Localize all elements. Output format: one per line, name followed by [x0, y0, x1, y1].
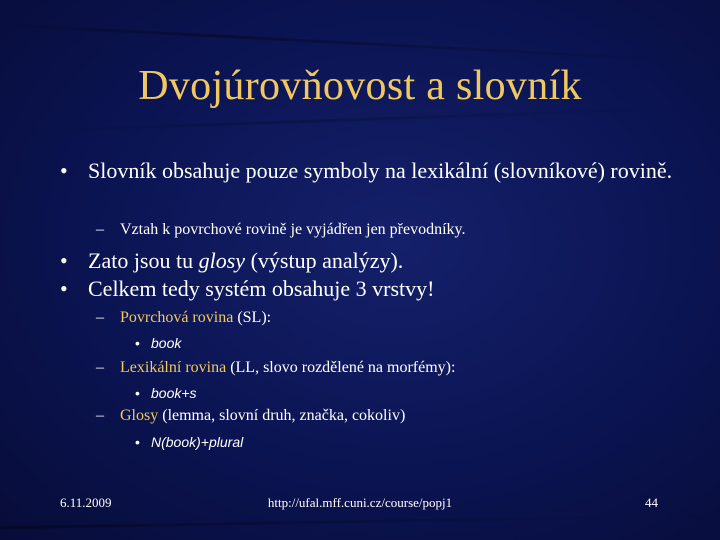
example-text: book — [151, 335, 182, 351]
bullet-icon: • — [60, 158, 68, 183]
layer-item — [96, 358, 456, 378]
layer-example — [135, 433, 244, 451]
example-text: N(book)+plural — [151, 434, 244, 450]
bullet-item — [60, 248, 678, 274]
page-number: 44 — [645, 495, 658, 510]
bullet-icon: • — [60, 248, 68, 273]
background-streak — [0, 514, 720, 530]
footer-url: http://ufal.mff.cuni.cz/course/popj1 — [267, 495, 453, 510]
bullet-item — [60, 276, 678, 302]
layer-name: Glosy — [120, 407, 159, 424]
layer-desc: (lemma, slovní druh, značka, cokoliv) — [158, 407, 406, 424]
background-streak — [0, 23, 719, 64]
layer-item — [96, 406, 406, 426]
layer-desc: (SL): — [233, 309, 272, 326]
bullet-icon: • — [60, 276, 68, 301]
bullet-text: Slovník obsahuje pouze symboly na lexikální (slovníkové) rovině. — [88, 158, 673, 183]
layer-name: Lexikální rovina — [120, 359, 227, 376]
bullet-text-prefix: Zato jsou tu — [88, 248, 199, 273]
layer-item — [96, 308, 272, 328]
bullet-icon: • — [135, 335, 140, 351]
slide-title: Dvojúrovňovost a slovník — [138, 63, 582, 109]
dash-icon: – — [96, 221, 104, 238]
glosy-term: glosy — [198, 248, 246, 273]
sub-bullet-item — [96, 220, 466, 240]
sub-bullet-text: Vztah k povrchové rovině je vyjádřen jen převodníky. — [120, 221, 466, 238]
bullet-text-suffix: (výstup analýzy). — [245, 248, 404, 273]
bullet-text: Celkem tedy systém obsahuje 3 vrstvy! — [88, 276, 435, 301]
example-text: book+s — [151, 385, 197, 401]
layer-name: Povrchová rovina — [120, 309, 234, 326]
dash-icon: – — [96, 407, 104, 424]
layer-example — [135, 384, 197, 402]
layer-example — [135, 334, 182, 352]
layer-desc: (LL, slovo rozdělené na morfémy): — [226, 359, 456, 376]
bullet-icon: • — [135, 385, 140, 401]
bullet-icon: • — [135, 434, 140, 450]
dash-icon: – — [96, 359, 104, 376]
dash-icon: – — [96, 309, 104, 326]
bullet-item — [60, 158, 678, 184]
footer-date: 6.11.2009 — [60, 495, 112, 510]
